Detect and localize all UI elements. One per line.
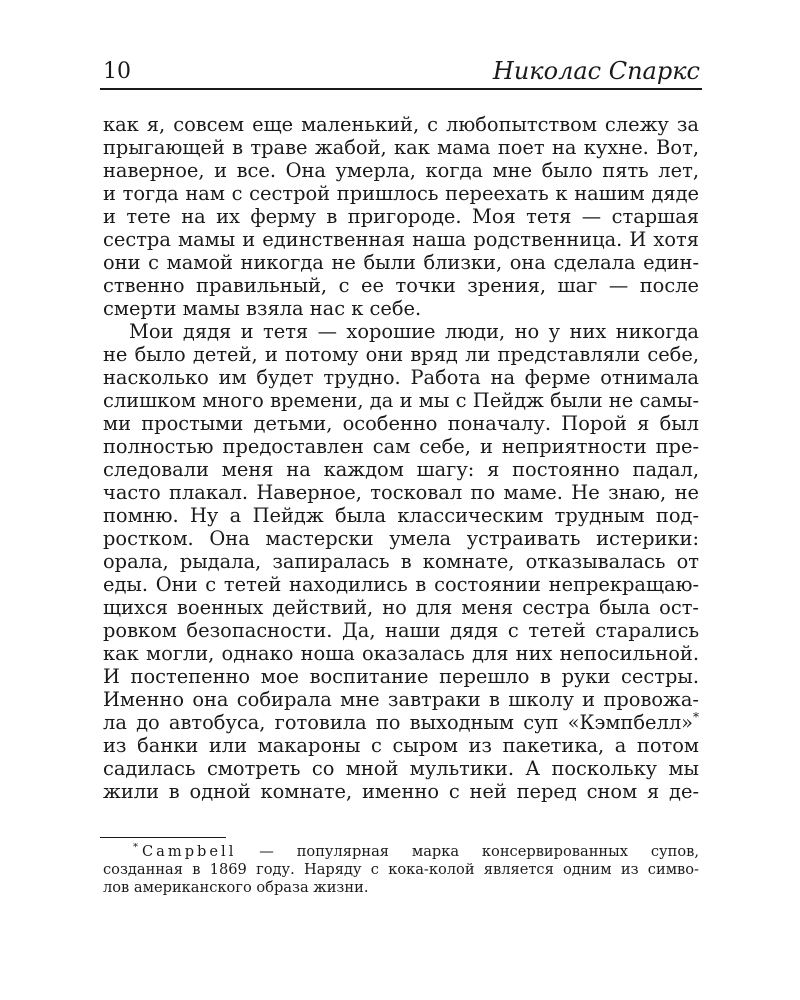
text-line: слишком много времени, да и мы с Пейдж были не самы- <box>103 389 699 412</box>
text-line: ровком безопасности. Да, наши дядя с тетей старались <box>103 619 699 642</box>
text-line: не было детей, и потому они вряд ли представляли себе, <box>103 343 699 366</box>
text-line: И постепенно мое воспитание перешло в руки сестры. <box>103 665 699 688</box>
header-rule <box>100 88 702 90</box>
text-line: прыгающей в траве жабой, как мама поет на кухне. Вот, <box>103 136 699 159</box>
footnote-text: — популярная марка консервированных супов, <box>236 843 699 860</box>
text-line: и тогда нам с сестрой пришлось переехать к нашим дяде <box>103 182 699 205</box>
footnote-rule <box>100 837 226 838</box>
text-line: жили в одной комнате, именно с ней перед сном я де- <box>103 780 699 803</box>
text-line: полностью предоставлен сам себе, и неприятности пре- <box>103 435 699 458</box>
text-line: из банки или макароны с сыром из пакетика, а потом <box>103 734 699 757</box>
text-line-content: ла до автобуса, готовила по выходным суп «Кэмпбелл» <box>103 711 693 734</box>
text-line <box>103 711 699 734</box>
footnote-line <box>103 843 699 861</box>
text-line: щихся военных действий, но для меня сестра была ост- <box>103 596 699 619</box>
footnote-line: лов американского образа жизни. <box>103 879 369 896</box>
text-line: Мои дядя и тетя — хорошие люди, но у них никогда <box>129 320 699 343</box>
running-head-author: Николас Спаркс <box>492 57 700 85</box>
text-line: и тете на их ферму в пригороде. Моя тетя — старшая <box>103 205 699 228</box>
footnote-marker: * <box>133 843 138 853</box>
text-line: еды. Они с тетей находились в состоянии непрекращаю- <box>103 573 699 596</box>
text-line: как могли, однако ноша оказалась для них непосильной. <box>103 642 699 665</box>
footnote-reference[interactable]: * <box>693 711 699 724</box>
body-text <box>103 113 699 803</box>
text-line: часто плакал. Наверное, тосковал по маме. Не знаю, не <box>103 481 699 504</box>
text-line: ственно правильный, с ее точки зрения, шаг — после <box>103 274 699 297</box>
text-line: Именно она собирала мне завтраки в школу и провожа- <box>103 688 699 711</box>
text-line: орала, рыдала, запиралась в комнате, отказывалась от <box>103 550 699 573</box>
footnote-term: Campbell <box>142 843 237 860</box>
text-line: как я, совсем еще маленький, с любопытством слежу за <box>103 113 699 136</box>
page-number: 10 <box>103 59 131 84</box>
text-line: наверное, и все. Она умерла, когда мне было пять лет, <box>103 159 699 182</box>
text-line: сестра мамы и единственная наша родственница. И хотя <box>103 228 699 251</box>
footnote-line: созданная в 1869 году. Наряду с кока-колой является одним из симво- <box>103 861 699 878</box>
text-line: следовали меня на каждом шагу: я постоянно падал, <box>103 458 699 481</box>
text-line: помню. Ну а Пейдж была классическим трудным под- <box>103 504 699 527</box>
text-line: ми простыми детьми, особенно поначалу. Порой я был <box>103 412 699 435</box>
text-line: они с мамой никогда не были близки, она сделала един- <box>103 251 699 274</box>
footnote <box>103 843 699 897</box>
text-line: ростком. Она мастерски умела устраивать истерики: <box>103 527 699 550</box>
text-line: смерти мамы взяла нас к себе. <box>103 297 422 320</box>
text-line: насколько им будет трудно. Работа на ферме отнимала <box>103 366 699 389</box>
text-line: садилась смотреть со мной мультики. А поскольку мы <box>103 757 699 780</box>
